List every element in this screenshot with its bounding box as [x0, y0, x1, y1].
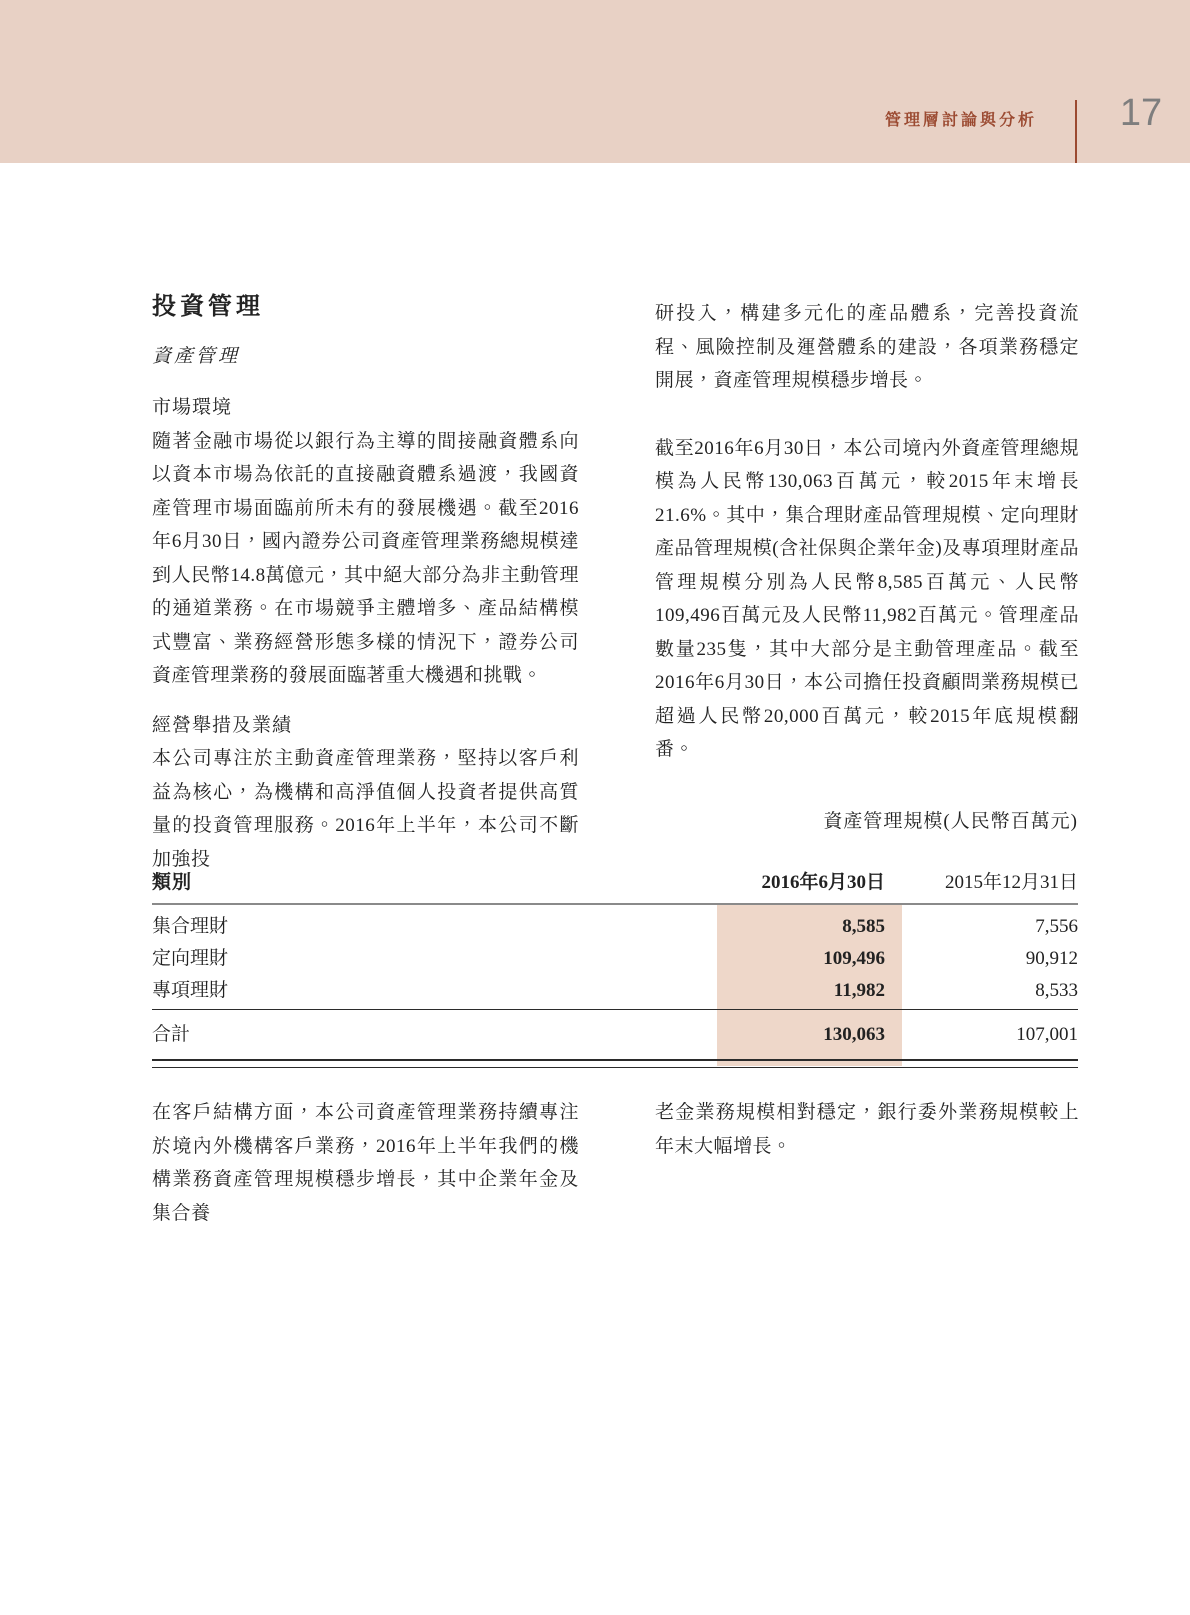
- row-label: 專項理財: [152, 980, 229, 1001]
- header-divider-line: [1075, 100, 1077, 163]
- table-body: [152, 905, 1078, 1009]
- bottom-right-paragraph: 老金業務規模相對穩定，銀行委外業務規模較上年末大幅增長。: [655, 1102, 1079, 1157]
- table-caption: 資產管理規模(人民幣百萬元): [823, 811, 1078, 832]
- left-column: [152, 292, 579, 876]
- page-number: 17: [1119, 92, 1163, 134]
- section-heading-operations: 經營舉措及業績: [152, 714, 293, 736]
- total-label: 合計: [152, 1024, 191, 1045]
- table-header-2016: 2016年6月30日: [761, 872, 885, 893]
- row-label: 定向理財: [152, 948, 229, 969]
- row-value-2015: 7,556: [1035, 916, 1078, 937]
- page-title: 投資管理: [152, 294, 264, 320]
- table-total-row: [152, 1009, 1078, 1059]
- table-header-2015: 2015年12月31日: [944, 872, 1078, 893]
- right-column: [655, 297, 1079, 767]
- aum-table: [152, 852, 1078, 1068]
- row-value-2015: 8,533: [1035, 980, 1078, 1001]
- right-paragraph-2: 截至2016年6月30日，本公司境內外資產管理總規模為人民幣130,063百萬元，較2015年末增長21.6%。其中，集合理財產品管理規模、定向理財產品管理規模(含社保與企業年金)及專項理財產品管理規模分別為人民幣8,585百萬元、人民幣109,496百萬元及人民幣11,982百萬元。管理產品數量235隻，其中大部分是主動管理產品。截至2016年6月30日，本公司擔任投資顧問業務規模已超過人民幣20,000百萬元，較2015年底規模翻番。: [655, 437, 1079, 760]
- row-value-2016: 109,496: [823, 948, 885, 969]
- table-bottom-double-rule: [152, 1059, 1078, 1068]
- section-heading-market: 市場環境: [152, 397, 233, 418]
- row-value-2015: 90,912: [1025, 948, 1078, 969]
- right-paragraph-1: 研投入，構建多元化的產品體系，完善投資流程、風險控制及運營體系的建設，各項業務穩定開展，資產管理規模穩步增長。: [655, 303, 1079, 391]
- row-label: 集合理財: [152, 916, 229, 937]
- row-value-2016: 8,585: [842, 916, 885, 937]
- section-body-operations: 本公司專注於主動資產管理業務，堅持以客戶利益為核心，為機構和高淨值個人投資者提供高質量的投資管理服務。2016年上半年，本公司不斷加強投: [152, 748, 579, 870]
- header-band: [0, 0, 1190, 163]
- header-section-title: 管理層討論與分析: [884, 112, 1037, 129]
- bottom-left-paragraph: 在客戶結構方面，本公司資產管理業務持續專注於境內外機構客戶業務，2016年上半年我們的機構業務資產管理規模穩步增長，其中企業年金及集合養: [152, 1102, 579, 1224]
- table-row: [152, 975, 1078, 1007]
- bottom-left-column: [152, 1096, 579, 1230]
- bottom-right-column: [655, 1096, 1079, 1163]
- row-value-2016: 11,982: [833, 980, 885, 1001]
- total-value-2015: 107,001: [1016, 1024, 1078, 1045]
- table-row: [152, 911, 1078, 943]
- section-body-market: 隨著金融市場從以銀行為主導的間接融資體系向以資本市場為依託的直接融資體系過渡，我國資產管理市場面臨前所未有的發展機遇。截至2016年6月30日，國內證券公司資產管理業務總規模達到人民幣14.8萬億元，其中絕大部分為非主動管理的通道業務。在市場競爭主體增多、產品結構模式豐富、業務經營形態多樣的情況下，證券公司資產管理業務的發展面臨著重大機遇和挑戰。: [152, 430, 579, 686]
- page-subtitle: 資產管理: [152, 346, 241, 367]
- table-header-row: [152, 852, 1078, 905]
- table-row: [152, 943, 1078, 975]
- table-header-category: 類別: [152, 872, 193, 893]
- total-value-2016: 130,063: [823, 1024, 885, 1045]
